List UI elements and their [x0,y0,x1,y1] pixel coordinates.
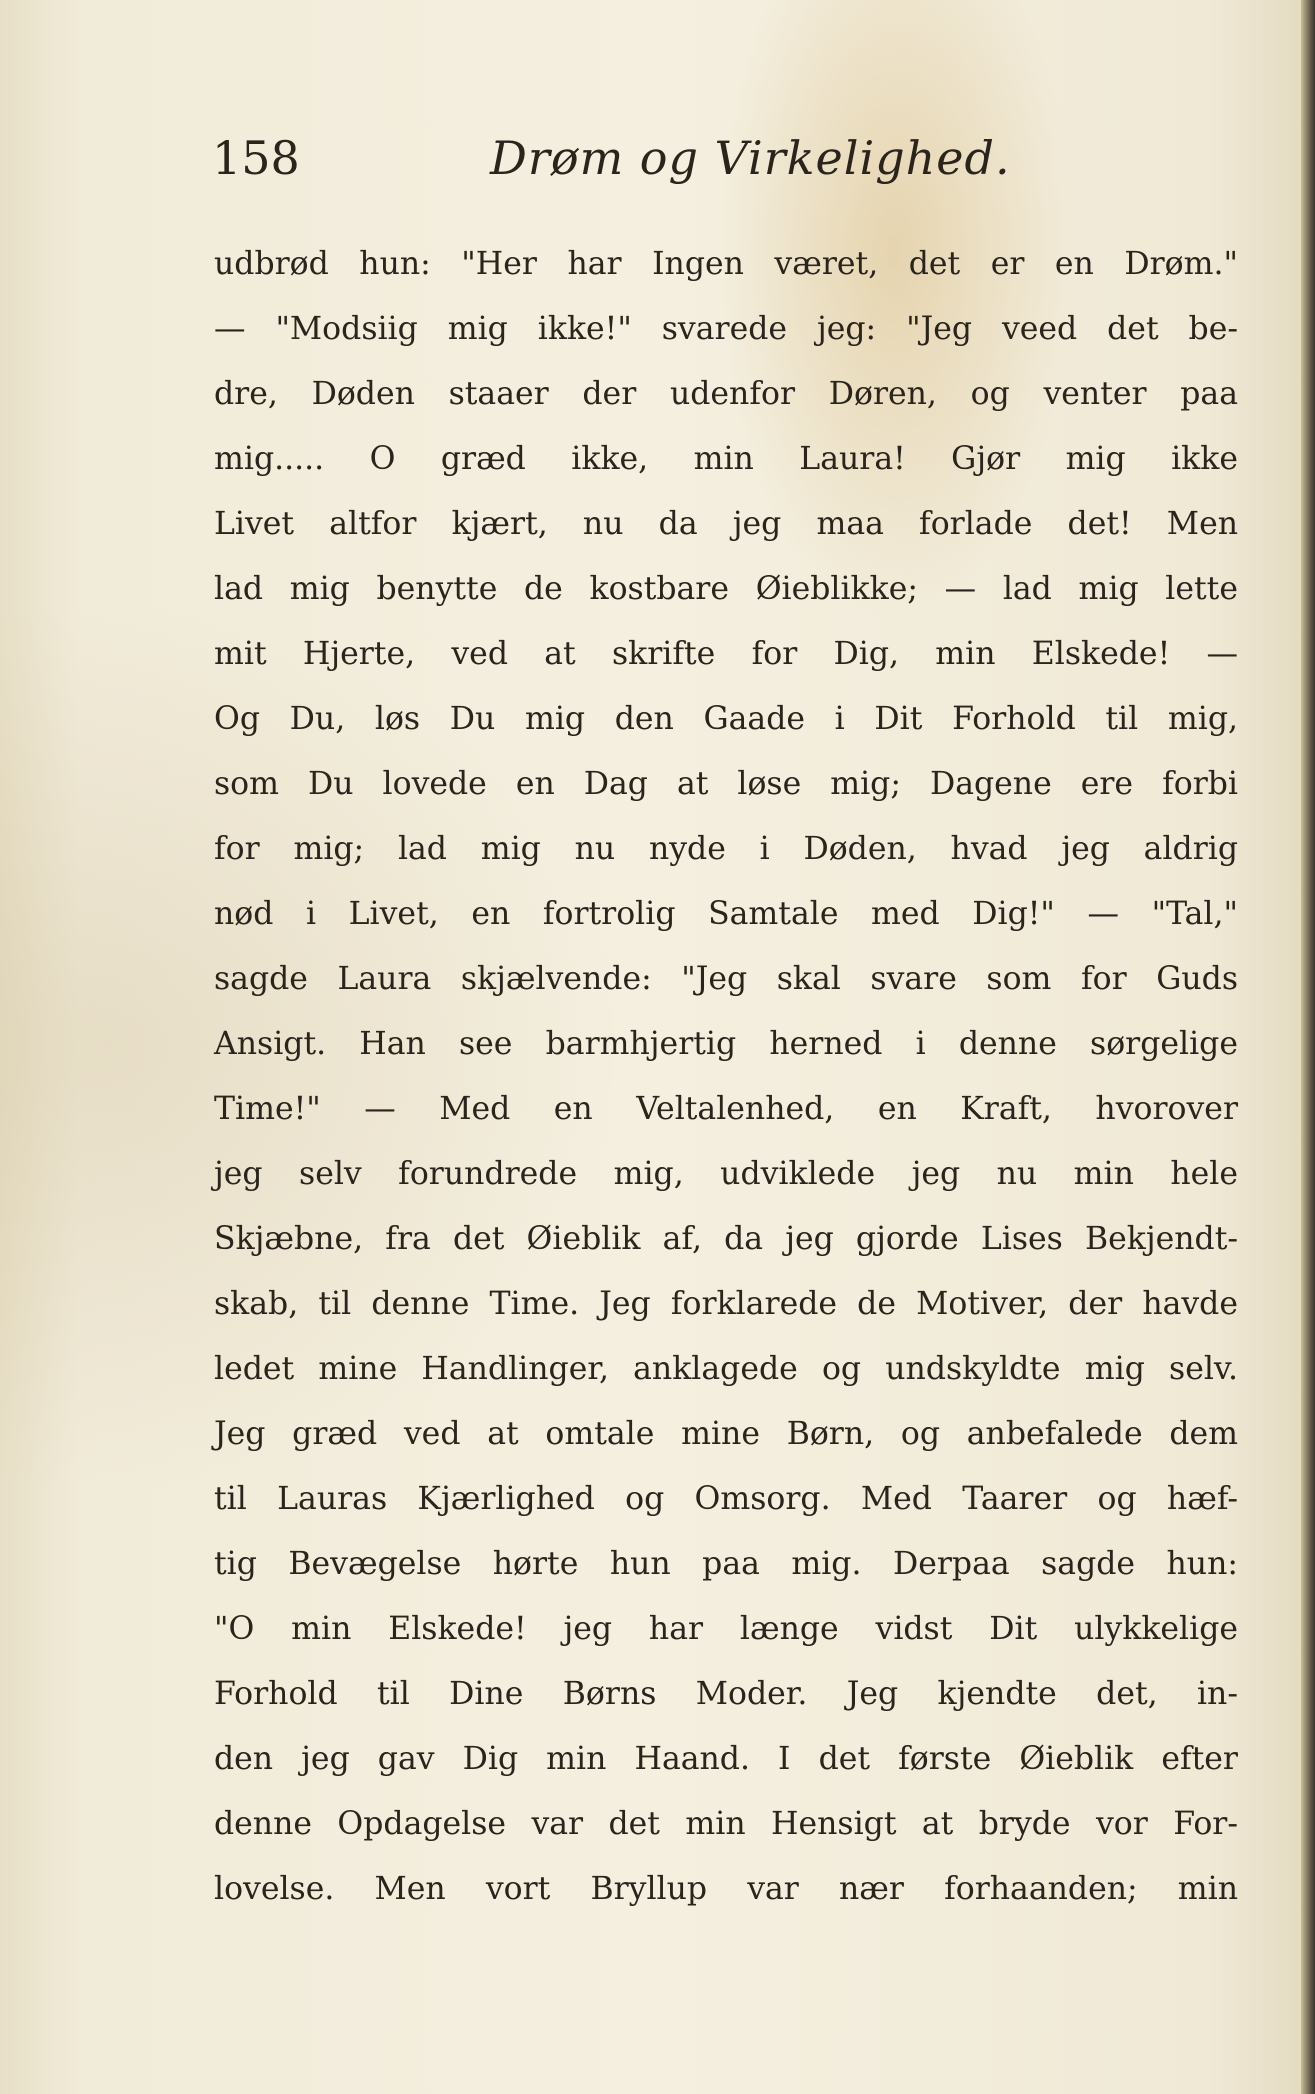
text-line: den jeg gav Dig min Haand. I det første Øieblik efter [214,1741,1238,1777]
page-number: 158 [212,131,300,185]
page-header [212,128,1212,188]
text-line: jeg selv forundrede mig, udviklede jeg nu min hele [214,1156,1238,1192]
text-line: Livet altfor kjært, nu da jeg maa forlade det! Men [214,506,1238,542]
text-line: Forhold til Dine Børns Moder. Jeg kjendte det, in- [214,1676,1238,1712]
text-line: lad mig benytte de kostbare Øieblikke; — lad mig lette [214,571,1238,607]
text-line: skab, til denne Time. Jeg forklarede de Motiver, der havde [214,1286,1238,1322]
text-line: tig Bevægelse hørte hun paa mig. Derpaa sagde hun: [214,1546,1238,1582]
body-text [214,232,1238,1922]
text-line: denne Opdagelse var det min Hensigt at bryde vor For- [214,1806,1238,1842]
running-title: Drøm og Virkelighed. [490,131,1011,185]
text-line: Jeg græd ved at omtale mine Børn, og anbefalede dem [214,1416,1238,1452]
text-line: nød i Livet, en fortrolig Samtale med Dig!" — "Tal," [214,896,1238,932]
text-line: mig..... O græd ikke, min Laura! Gjør mig ikke [214,441,1238,477]
text-line: Ansigt. Han see barmhjertig herned i denne sørgelige [214,1026,1238,1062]
text-line: — "Modsiig mig ikke!" svarede jeg: "Jeg veed det be- [214,311,1238,347]
page-binding-edge [1301,0,1315,2094]
text-line: Skjæbne, fra det Øieblik af, da jeg gjorde Lises Bekjendt- [214,1221,1238,1257]
text-line: sagde Laura skjælvende: "Jeg skal svare som for Guds [214,961,1238,997]
text-line: mit Hjerte, ved at skrifte for Dig, min Elskede! — [214,636,1238,672]
text-line: for mig; lad mig nu nyde i Døden, hvad jeg aldrig [214,831,1238,867]
text-line: Time!" — Med en Veltalenhed, en Kraft, hvorover [214,1091,1238,1127]
text-line: ledet mine Handlinger, anklagede og undskyldte mig selv. [214,1351,1238,1387]
text-line: dre, Døden staaer der udenfor Døren, og venter paa [214,376,1238,412]
text-line: Og Du, løs Du mig den Gaade i Dit Forhold til mig, [214,701,1238,737]
text-line: lovelse. Men vort Bryllup var nær forhaanden; min [214,1871,1238,1907]
text-line: til Lauras Kjærlighed og Omsorg. Med Taarer og hæf- [214,1481,1238,1517]
text-line: som Du lovede en Dag at løse mig; Dagene ere forbi [214,766,1238,802]
text-line: udbrød hun: "Her har Ingen været, det er en Drøm." [214,246,1238,282]
text-line: "O min Elskede! jeg har længe vidst Dit ulykkelige [214,1611,1238,1647]
